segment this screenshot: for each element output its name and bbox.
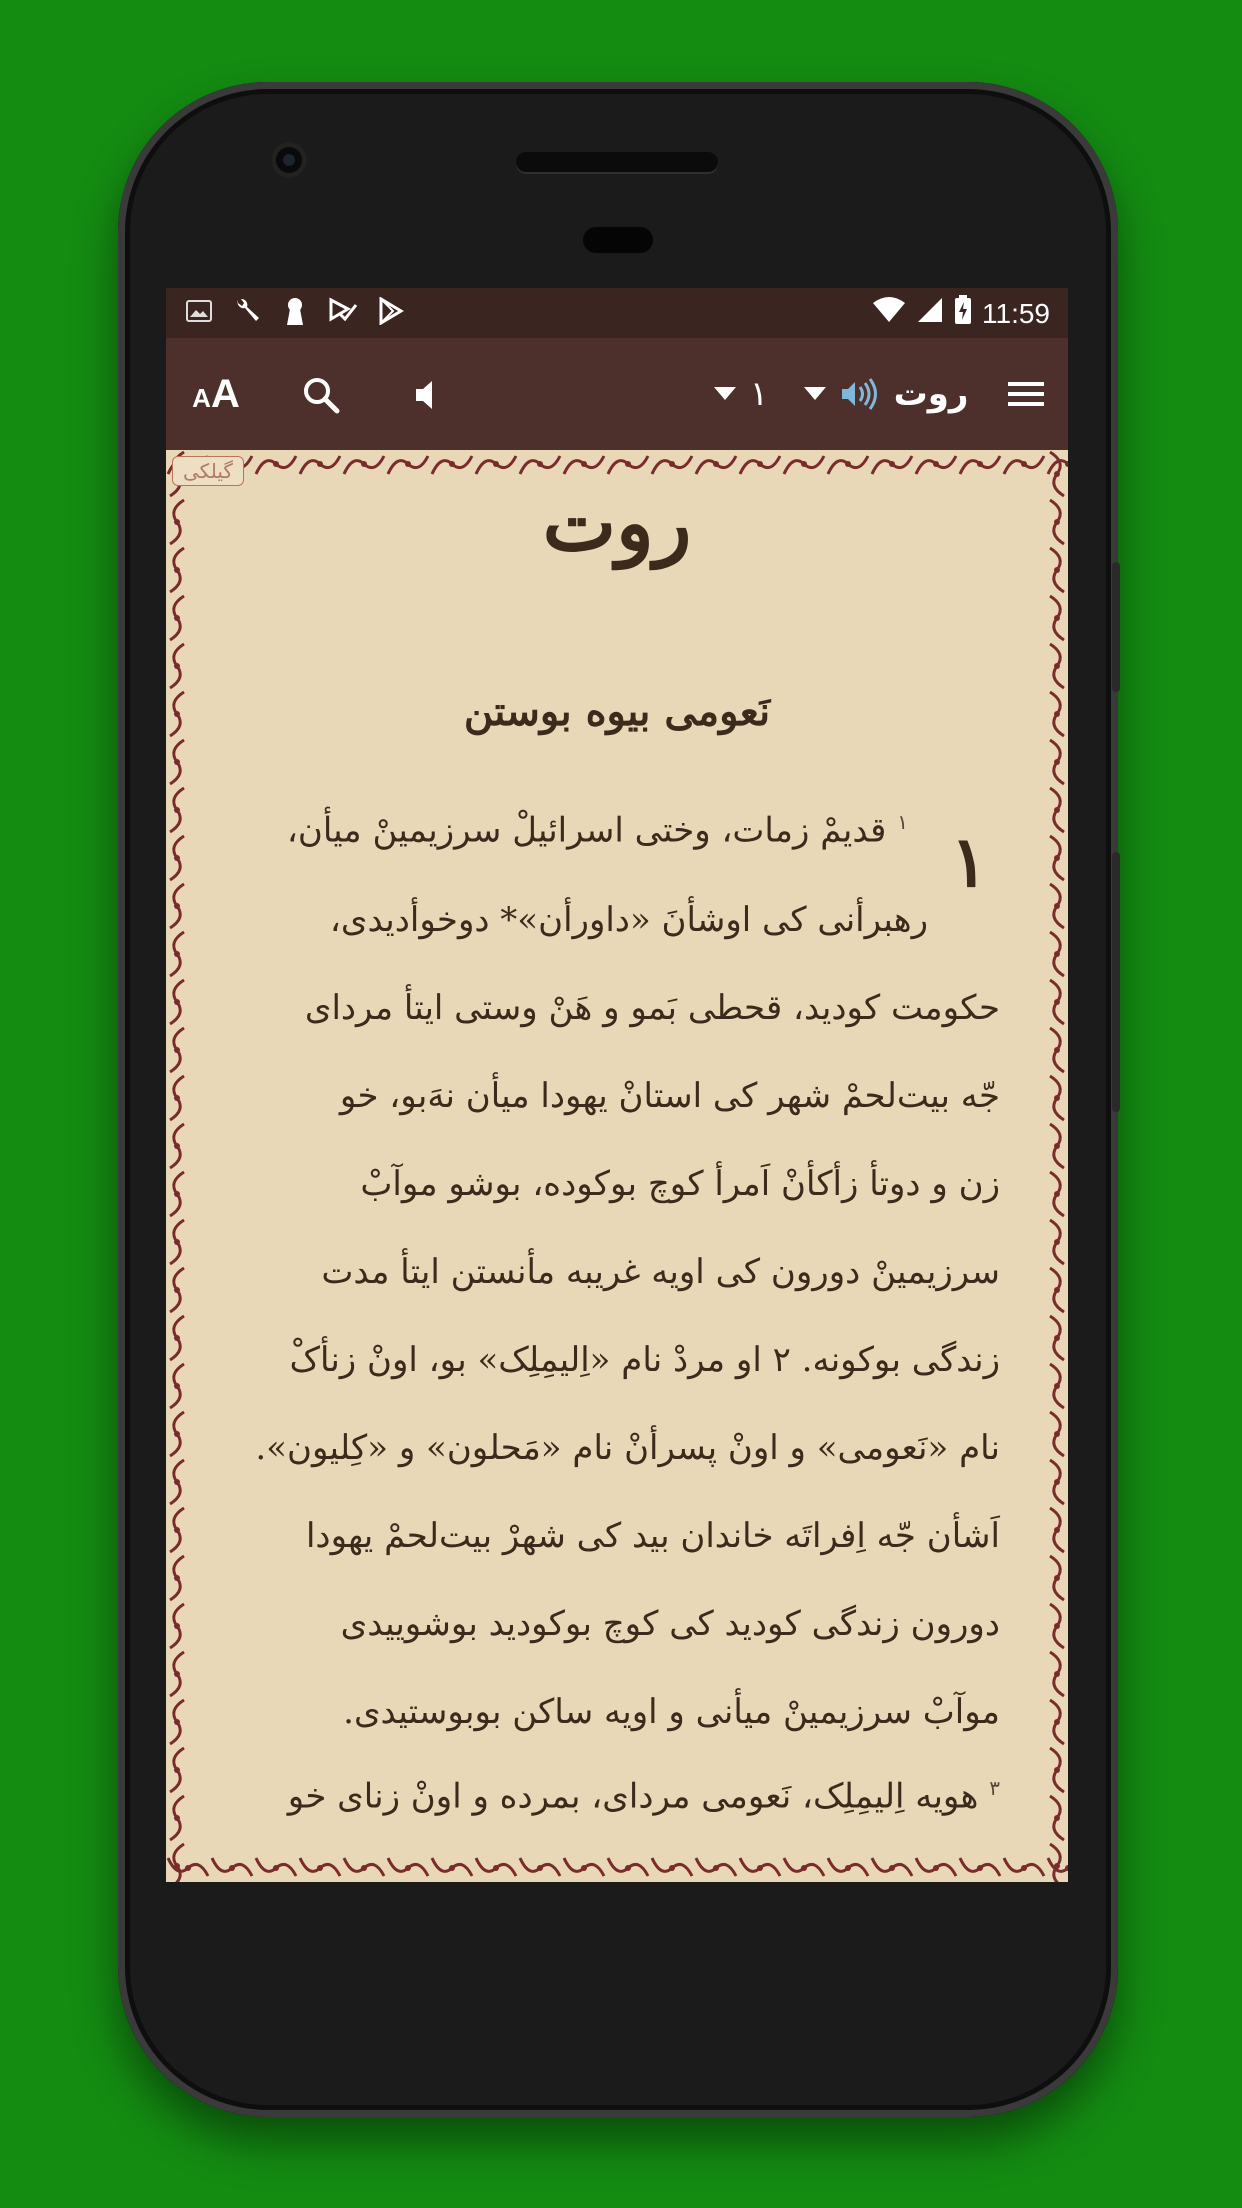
play-store-icon (376, 296, 406, 326)
reading-page[interactable] (166, 450, 1068, 1882)
earpiece-speaker (516, 152, 718, 172)
verse-line (306, 1516, 1000, 1556)
signal-icon (916, 296, 944, 331)
screen (166, 288, 1068, 1882)
verse-number: ۱ (897, 810, 908, 834)
wrench-icon (232, 296, 262, 326)
verse-line (343, 1692, 1000, 1732)
verse-line (330, 900, 928, 940)
verse-text: حکومت کودید، قحطی بَمو و هَنْ وستی ایتأ مردای (304, 988, 1000, 1028)
font-size-button[interactable] (188, 368, 244, 420)
keyhole-icon (280, 296, 310, 326)
verse-text: اَشأن جّه اِفراتَه خاندان بید کی شهرْ بیت‌لحمْ یهودا (305, 1516, 1000, 1556)
search-icon (302, 376, 340, 414)
verse-line (255, 1428, 1000, 1468)
verse-text: جّه بیت‌لحمْ شهر کی استانْ یهودا میأن نهَ‌بو، خو (339, 1076, 1000, 1116)
verse-text: زن و دوتأ زأکأنْ اَمرأ کوچ بوکوده، بوشو موآبْ (360, 1164, 1000, 1204)
menu-button[interactable] (1001, 368, 1051, 420)
clock: 11:59 (982, 297, 1050, 329)
audio-icon (838, 376, 882, 412)
font-size-icon: AA (192, 371, 240, 416)
decorative-border-right (1046, 450, 1068, 1882)
volume-button (1112, 562, 1120, 692)
chapter-number: ۱ (950, 820, 988, 903)
verse-text: نام «نَعومی» و اونْ پسرأنْ نام «مَحلون» و «کِلیون». (255, 1428, 1000, 1468)
verse-line (290, 1340, 1000, 1380)
speaker-icon (412, 377, 442, 413)
verse-text: سرزیمینْ دورون کی اویه غریبه مأنستن ایتأ مدت (321, 1252, 1000, 1292)
verse-line (288, 1776, 1000, 1816)
audio-play-button[interactable] (402, 370, 452, 420)
chapter-selector[interactable] (701, 368, 781, 420)
image-icon (184, 296, 214, 326)
verse-text: هویه اِلیمِلِک، نَعومی مردای، بمرده و اونْ زنای خو (287, 1776, 979, 1817)
language-tag: گیلکی (172, 456, 244, 486)
verse-line (305, 988, 1000, 1028)
check-flag-icon (328, 296, 358, 326)
chapter-label: ۱ (749, 374, 769, 414)
chevron-down-icon (804, 387, 826, 401)
front-camera (271, 142, 307, 178)
verse-number: ۳ (989, 1776, 1000, 1800)
verse-text: قدیمْ زمات، وختی اسرائیلْ سرزیمینْ میأن، (286, 810, 887, 851)
verse-line (321, 1252, 1000, 1292)
book-selector[interactable] (791, 366, 981, 422)
chevron-down-icon (714, 387, 736, 401)
verse-text: زندگی بوکونه. ۲ او مردْ نام «اِلیمِلِک» بو، اونْ زنأکْ (289, 1340, 1000, 1380)
section-heading: نَعومی بیوه بوستن (463, 688, 771, 735)
book-title: روت (542, 478, 692, 569)
battery-icon (954, 295, 972, 332)
verse-text: موآبْ سرزیمینْ میأنی و اویه ساکن بوبوستیدی. (343, 1692, 1000, 1732)
status-bar (166, 288, 1068, 338)
verse-line (341, 1604, 1000, 1644)
decorative-border-bottom (166, 1854, 1068, 1882)
proximity-sensor (583, 227, 653, 253)
verse-line (340, 1076, 1000, 1116)
verse-line (360, 1164, 1000, 1204)
decorative-border-top (166, 450, 1068, 478)
menu-icon (1006, 379, 1046, 409)
wifi-icon (872, 297, 906, 330)
decorative-border-left (166, 450, 188, 1882)
verse-text: دورون زندگی کودید کی کوچ بوکودید بوشوییدی (340, 1604, 1000, 1644)
book-name: روت (893, 374, 969, 414)
search-button[interactable] (296, 370, 346, 420)
verse-line (287, 810, 908, 850)
power-button (1112, 852, 1120, 1112)
app-toolbar (166, 338, 1068, 450)
verse-text: رهبرأنی کی اوشأنَ «داورأن»* دوخوأدیدی، (329, 900, 928, 940)
